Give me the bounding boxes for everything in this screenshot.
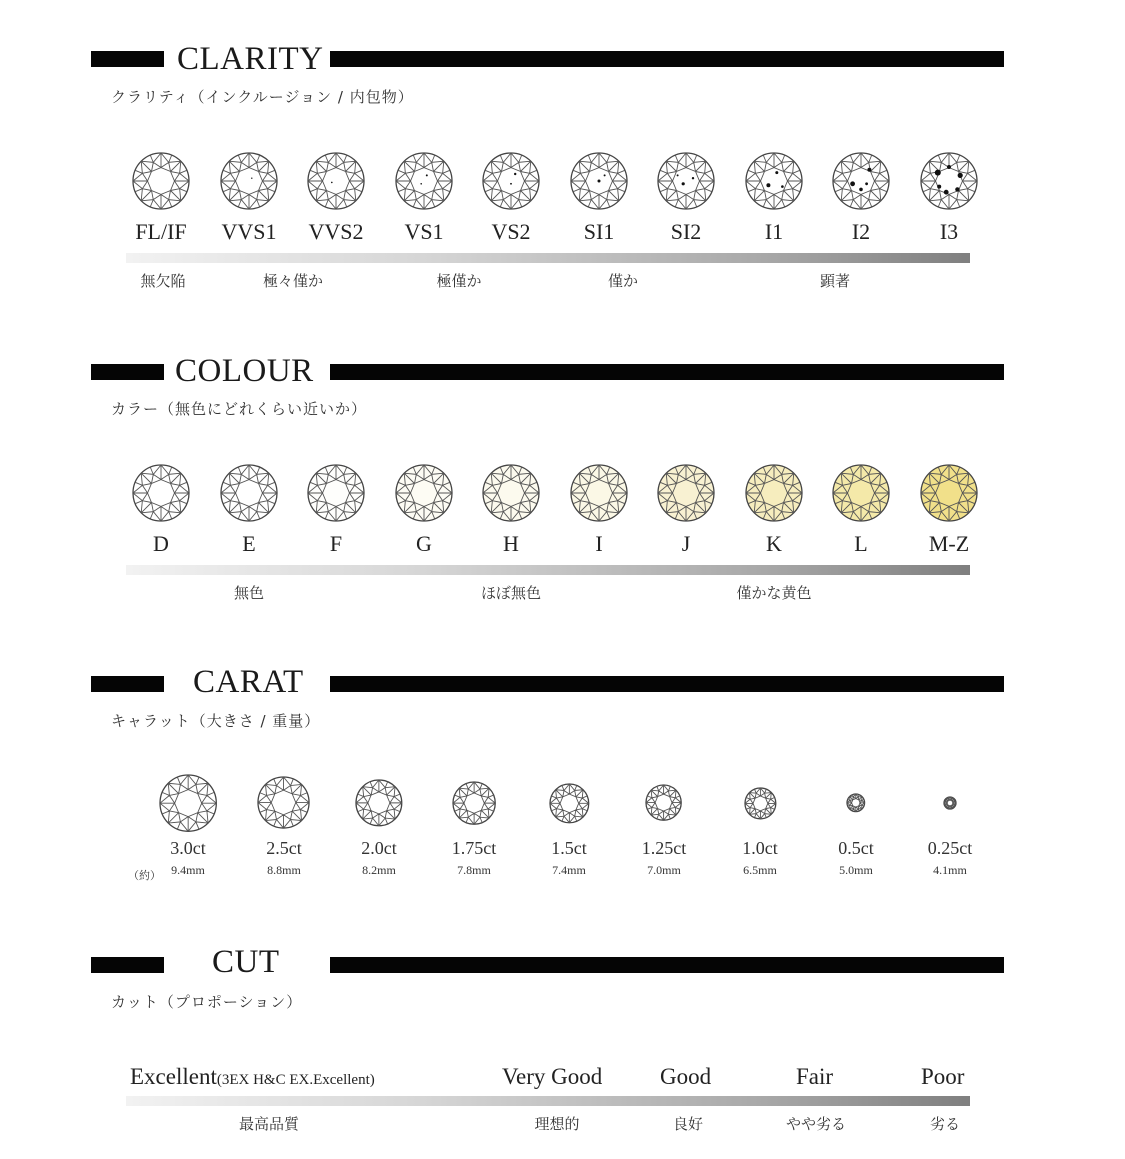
clarity-grade-label: I3 xyxy=(939,219,959,244)
colour-grade-item xyxy=(899,463,999,557)
diamond-icon xyxy=(919,463,979,523)
colour-grade-item xyxy=(724,463,824,557)
section-title: COLOUR xyxy=(175,353,314,389)
section-subtitle: キャラット（大きさ / 重量） xyxy=(111,712,321,730)
colour-grade-item xyxy=(286,463,386,557)
clarity-grade-label: FL/IF xyxy=(135,219,187,244)
diamond-icon xyxy=(394,463,454,523)
colour-grade-label: G xyxy=(416,531,432,556)
carat-weight: 0.5ct xyxy=(838,838,874,858)
header-bar-left xyxy=(91,364,164,380)
header-bar-left xyxy=(91,957,164,973)
carat-size-item xyxy=(138,772,238,878)
diamond-icon xyxy=(919,151,979,211)
diamond-icon xyxy=(481,151,541,211)
colour-grade-label: F xyxy=(329,531,343,556)
approx-prefix: （約） xyxy=(128,869,161,882)
header-bar-right xyxy=(330,957,1004,973)
diamond-icon xyxy=(831,463,891,523)
carat-diameter: 5.0mm xyxy=(839,863,873,877)
colour-grade-item xyxy=(374,463,474,557)
section-subtitle: カット（プロポーション） xyxy=(111,993,303,1011)
colour-scale-bar xyxy=(126,565,970,575)
diamond-icon xyxy=(744,463,804,523)
cut-grade-note: (3EX H&C EX.Excellent) xyxy=(216,1072,375,1088)
scale-label: ほぼ無色 xyxy=(480,584,542,602)
cut-grade-good: Good xyxy=(660,1064,712,1089)
colour-grade-item xyxy=(811,463,911,557)
diamond-icon xyxy=(451,780,497,826)
carat-weight: 0.25ct xyxy=(927,838,973,858)
carat-size-item xyxy=(614,772,714,878)
diamond-icon xyxy=(131,151,191,211)
carat-diameter: 7.4mm xyxy=(552,863,586,877)
diamond-icon xyxy=(158,773,218,833)
scale-label: 極僅か xyxy=(436,272,482,290)
cut-scale-bar xyxy=(126,1096,970,1106)
cut-grade-desc: 良好 xyxy=(672,1115,704,1133)
carat-weight: 2.0ct xyxy=(361,838,397,858)
section-title: CUT xyxy=(212,944,280,980)
cut-grade-desc: やや劣る xyxy=(785,1115,847,1133)
diamond-icon xyxy=(656,463,716,523)
carat-weight: 3.0ct xyxy=(170,838,206,858)
header-bar-right xyxy=(330,676,1004,692)
section-subtitle: クラリティ（インクルージョン / 内包物） xyxy=(111,88,414,106)
section-title: CLARITY xyxy=(177,41,324,77)
section-subtitle: カラー（無色にどれくらい近いか） xyxy=(111,400,368,418)
diamond-icon xyxy=(656,151,716,211)
carat-diameter: 7.0mm xyxy=(647,863,681,877)
scale-label: 僅か xyxy=(607,272,639,290)
carat-weight: 2.5ct xyxy=(266,838,302,858)
clarity-grade-label: VS2 xyxy=(491,219,531,244)
scale-label: 顕著 xyxy=(819,272,851,290)
clarity-grade-item xyxy=(811,151,911,245)
clarity-scale-bar xyxy=(126,253,970,263)
cut-grade-desc: 理想的 xyxy=(534,1115,580,1133)
diamond-icon xyxy=(481,463,541,523)
diamond-icon xyxy=(131,463,191,523)
clarity-grade-item xyxy=(899,151,999,245)
diamond-icon xyxy=(743,786,778,821)
diamond-icon xyxy=(219,463,279,523)
scale-label: 極々僅か xyxy=(262,272,324,290)
scale-label: 僅かな黄色 xyxy=(736,584,812,602)
colour-grade-label: E xyxy=(242,531,256,556)
clarity-grade-label: I2 xyxy=(851,219,871,244)
carat-size-item xyxy=(424,772,524,878)
colour-grade-item xyxy=(199,463,299,557)
diamond-icon xyxy=(354,778,404,828)
scale-label: 無欠陥 xyxy=(140,272,186,290)
diamond-icon xyxy=(942,795,958,811)
header-bar-right xyxy=(330,364,1004,380)
carat-diameter: 4.1mm xyxy=(933,863,967,877)
carat-size-item xyxy=(329,772,429,878)
carat-size-item xyxy=(900,772,1000,878)
diamond-icon xyxy=(569,151,629,211)
colour-grade-label: D xyxy=(153,531,169,556)
carat-weight: 1.5ct xyxy=(551,838,587,858)
diamond-icon xyxy=(845,792,867,814)
clarity-grade-label: SI2 xyxy=(670,219,702,244)
clarity-grade-item xyxy=(549,151,649,245)
carat-diameter: 8.2mm xyxy=(362,863,396,877)
colour-grade-label: I xyxy=(595,531,603,556)
header-bar-right xyxy=(330,51,1004,67)
diamond-icon xyxy=(569,463,629,523)
colour-grade-item xyxy=(461,463,561,557)
cut-grade-desc: 最高品質 xyxy=(238,1115,300,1133)
clarity-grade-item xyxy=(724,151,824,245)
diamond-icon xyxy=(306,151,366,211)
carat-diameter: 9.4mm xyxy=(171,863,205,877)
colour-grade-item xyxy=(549,463,649,557)
carat-weight: 1.25ct xyxy=(641,838,687,858)
clarity-grade-label: SI1 xyxy=(583,219,615,244)
cut-grade-excellent xyxy=(130,1064,375,1090)
diamond-icon xyxy=(831,151,891,211)
cut-grade-desc: 劣る xyxy=(929,1115,961,1133)
carat-size-item xyxy=(234,772,334,878)
colour-grade-label: L xyxy=(854,531,868,556)
diamond-icon xyxy=(219,151,279,211)
clarity-grade-label: VVS1 xyxy=(221,219,277,244)
diamond-icon xyxy=(644,783,683,822)
cut-grade-fair: Fair xyxy=(796,1064,834,1089)
carat-size-item xyxy=(519,772,619,878)
clarity-grade-item xyxy=(636,151,736,245)
clarity-grade-item xyxy=(374,151,474,245)
clarity-grade-label: I1 xyxy=(764,219,784,244)
colour-grade-label: H xyxy=(503,531,519,556)
header-bar-left xyxy=(91,51,164,67)
cut-grade-label: Excellent xyxy=(130,1064,217,1089)
carat-size-item xyxy=(710,772,810,878)
carat-weight: 1.0ct xyxy=(742,838,778,858)
colour-grade-label: M-Z xyxy=(928,531,970,556)
diamond-icon xyxy=(306,463,366,523)
cut-grade-poor: Poor xyxy=(921,1064,965,1089)
diamond-icon xyxy=(256,775,311,830)
clarity-grade-label: VS1 xyxy=(404,219,444,244)
cut-grade-very-good: Very Good xyxy=(502,1064,603,1089)
clarity-grade-item xyxy=(461,151,561,245)
diamond-icon xyxy=(548,782,591,825)
diamond-icon xyxy=(394,151,454,211)
header-bar-left xyxy=(91,676,164,692)
colour-grade-label: J xyxy=(681,531,691,556)
clarity-grade-label: VVS2 xyxy=(308,219,364,244)
carat-size-item xyxy=(806,772,906,878)
carat-diameter: 7.8mm xyxy=(457,863,491,877)
clarity-grade-item xyxy=(286,151,386,245)
carat-weight: 1.75ct xyxy=(451,838,497,858)
clarity-grade-item xyxy=(111,151,211,245)
colour-grade-item xyxy=(111,463,211,557)
carat-diameter: 6.5mm xyxy=(743,863,777,877)
colour-grade-item xyxy=(636,463,736,557)
carat-diameter: 8.8mm xyxy=(267,863,301,877)
clarity-grade-item xyxy=(199,151,299,245)
scale-label: 無色 xyxy=(233,584,265,602)
section-title: CARAT xyxy=(193,664,304,700)
diamond-icon xyxy=(744,151,804,211)
colour-grade-label: K xyxy=(766,531,782,556)
